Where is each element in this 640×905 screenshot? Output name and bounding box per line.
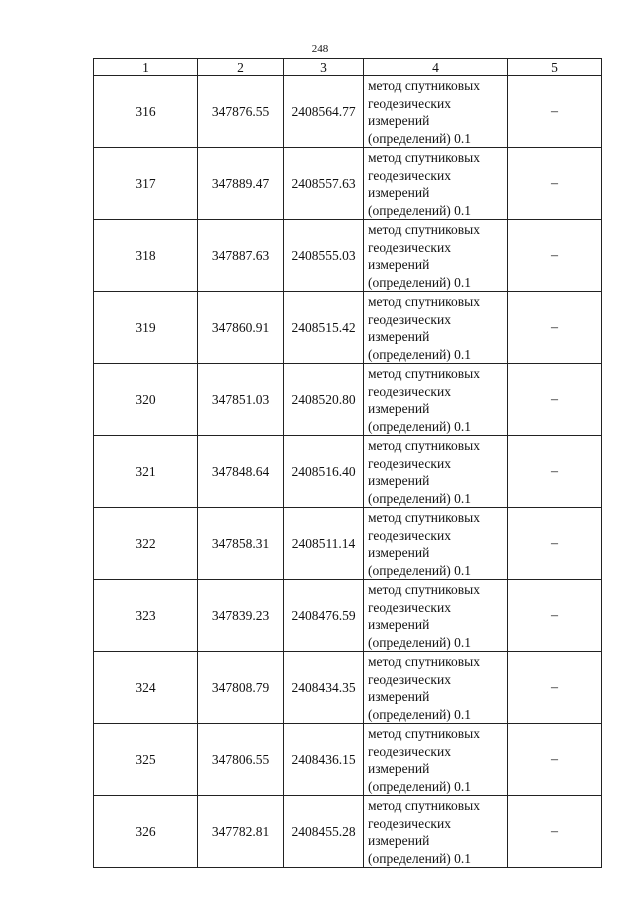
point-number-cell: 322 [94, 508, 198, 580]
x-coordinate-cell: 347848.64 [198, 436, 284, 508]
point-number-cell: 316 [94, 76, 198, 148]
y-coordinate-cell: 2408476.59 [284, 580, 364, 652]
method-line: геодезических [368, 167, 451, 183]
method-line: геодезических [368, 311, 451, 327]
method-cell [364, 796, 508, 868]
method-line: геодезических [368, 599, 451, 615]
table-row [94, 220, 602, 292]
method-cell [364, 292, 508, 364]
method-line: метод спутниковых [368, 438, 480, 453]
method-line: метод спутниковых [368, 150, 480, 165]
method-line: измерений [368, 401, 430, 416]
point-number-cell: 321 [94, 436, 198, 508]
method-line: (определений) 0.1 [368, 202, 472, 218]
method-line: геодезических [368, 815, 451, 831]
y-coordinate-cell: 2408564.77 [284, 76, 364, 148]
table-row [94, 580, 602, 652]
table-row [94, 148, 602, 220]
method-line: метод спутниковых [368, 582, 480, 597]
method-line: измерений [368, 257, 430, 272]
table-row [94, 292, 602, 364]
table-row [94, 724, 602, 796]
method-line: измерений [368, 113, 430, 128]
method-cell [364, 436, 508, 508]
y-coordinate-cell: 2408434.35 [284, 652, 364, 724]
x-coordinate-cell: 347887.63 [198, 220, 284, 292]
method-cell [364, 724, 508, 796]
method-cell [364, 148, 508, 220]
x-coordinate-cell: 347860.91 [198, 292, 284, 364]
x-coordinate-cell: 347889.47 [198, 148, 284, 220]
column-header-3: 3 [284, 59, 364, 76]
method-line: геодезических [368, 95, 451, 111]
method-line: (определений) 0.1 [368, 850, 472, 866]
method-line: (определений) 0.1 [368, 490, 472, 506]
x-coordinate-cell: 347876.55 [198, 76, 284, 148]
point-number-cell: 323 [94, 580, 198, 652]
method-cell [364, 76, 508, 148]
y-coordinate-cell: 2408511.14 [284, 508, 364, 580]
method-line: измерений [368, 329, 430, 344]
method-line: метод спутниковых [368, 294, 480, 309]
method-line: (определений) 0.1 [368, 778, 472, 794]
method-line: метод спутниковых [368, 222, 480, 237]
point-number-cell: 319 [94, 292, 198, 364]
x-coordinate-cell: 347839.23 [198, 580, 284, 652]
point-number-cell: 317 [94, 148, 198, 220]
table-row [94, 76, 602, 148]
page-number: 248 [311, 43, 329, 55]
table-row [94, 652, 602, 724]
note-cell: – [508, 580, 602, 652]
method-line: геодезических [368, 455, 451, 471]
method-cell [364, 508, 508, 580]
method-line: метод спутниковых [368, 366, 480, 381]
point-number-cell: 326 [94, 796, 198, 868]
point-number-cell: 325 [94, 724, 198, 796]
method-cell [364, 652, 508, 724]
method-line: (определений) 0.1 [368, 562, 472, 578]
point-number-cell: 320 [94, 364, 198, 436]
y-coordinate-cell: 2408555.03 [284, 220, 364, 292]
note-cell: – [508, 436, 602, 508]
note-cell: – [508, 652, 602, 724]
method-line: геодезических [368, 383, 451, 399]
point-number-cell: 318 [94, 220, 198, 292]
note-cell: – [508, 220, 602, 292]
table-body [94, 76, 602, 868]
method-cell [364, 580, 508, 652]
method-line: геодезических [368, 239, 451, 255]
method-line: (определений) 0.1 [368, 130, 472, 146]
method-line: измерений [368, 761, 430, 776]
method-cell [364, 220, 508, 292]
method-line: метод спутниковых [368, 510, 480, 525]
method-line: измерений [368, 617, 430, 632]
method-line: измерений [368, 545, 430, 560]
y-coordinate-cell: 2408515.42 [284, 292, 364, 364]
y-coordinate-cell: 2408557.63 [284, 148, 364, 220]
note-cell: – [508, 364, 602, 436]
method-line: измерений [368, 473, 430, 488]
method-line: измерений [368, 185, 430, 200]
header-row [94, 59, 602, 76]
y-coordinate-cell: 2408516.40 [284, 436, 364, 508]
method-line: (определений) 0.1 [368, 346, 472, 362]
method-cell [364, 364, 508, 436]
column-header-4: 4 [364, 59, 508, 76]
y-coordinate-cell: 2408520.80 [284, 364, 364, 436]
method-line: (определений) 0.1 [368, 418, 472, 434]
x-coordinate-cell: 347806.55 [198, 724, 284, 796]
y-coordinate-cell: 2408455.28 [284, 796, 364, 868]
method-line: метод спутниковых [368, 798, 480, 813]
x-coordinate-cell: 347782.81 [198, 796, 284, 868]
x-coordinate-cell: 347858.31 [198, 508, 284, 580]
column-header-1: 1 [94, 59, 198, 76]
table-row [94, 796, 602, 868]
method-line: геодезических [368, 671, 451, 687]
table-row [94, 508, 602, 580]
table-row [94, 364, 602, 436]
note-cell: – [508, 796, 602, 868]
y-coordinate-cell: 2408436.15 [284, 724, 364, 796]
method-line: измерений [368, 689, 430, 704]
table-header [94, 59, 602, 76]
coordinates-table [93, 58, 602, 868]
method-line: (определений) 0.1 [368, 706, 472, 722]
method-line: метод спутниковых [368, 654, 480, 669]
x-coordinate-cell: 347851.03 [198, 364, 284, 436]
x-coordinate-cell: 347808.79 [198, 652, 284, 724]
method-line: (определений) 0.1 [368, 634, 472, 650]
method-line: (определений) 0.1 [368, 274, 472, 290]
method-line: геодезических [368, 743, 451, 759]
note-cell: – [508, 292, 602, 364]
note-cell: – [508, 724, 602, 796]
column-header-5: 5 [508, 59, 602, 76]
method-line: метод спутниковых [368, 726, 480, 741]
note-cell: – [508, 148, 602, 220]
point-number-cell: 324 [94, 652, 198, 724]
column-header-2: 2 [198, 59, 284, 76]
method-line: геодезических [368, 527, 451, 543]
note-cell: – [508, 76, 602, 148]
method-line: измерений [368, 833, 430, 848]
method-line: метод спутниковых [368, 78, 480, 93]
table-row [94, 436, 602, 508]
note-cell: – [508, 508, 602, 580]
